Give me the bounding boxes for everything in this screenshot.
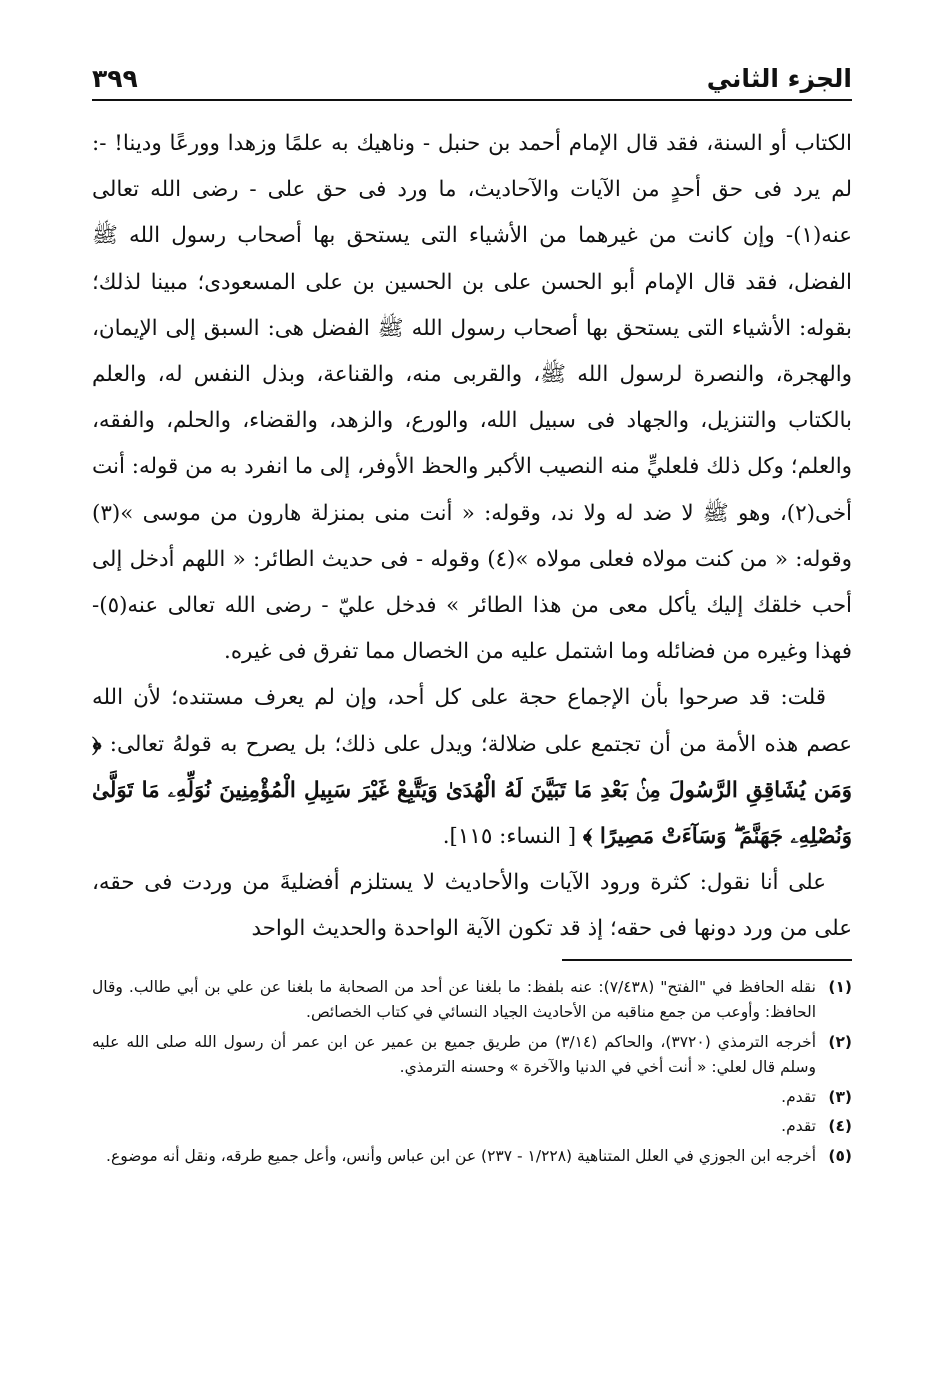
main-text bbox=[92, 121, 852, 953]
footnote-text: أخرجه الترمذي (٣٧٢٠)، والحاكم (٣/١٤) من طريق جميع بن عمير عن ابن عمر أن رسول الله صلى الله عليه وسلم قال لعلي: « أنت أخي في الدنيا والآخرة » وحسنه الترمذي. bbox=[92, 1032, 816, 1077]
paragraph-2-intro: قلت: قد صرحوا بأن الإجماع حجة على كل أحد، وإن لم يعرف مستنده؛ لأن الله عصم هذه الأمة من أن تجتمع على ضلالة؛ ويدل على ذلك؛ بل يصرح به قولهُ تعالى: bbox=[92, 685, 852, 757]
footnote-text: أخرجه ابن الجوزي في العلل المتناهية (١/٢٢٨ - ٢٣٧) عن ابن عباس وأنس، وأعل جميع طرقه، ونقل أنه موضوع. bbox=[106, 1146, 816, 1165]
paragraph-2 bbox=[92, 675, 852, 860]
footnote bbox=[92, 975, 852, 1026]
footnote-text: تقدم. bbox=[781, 1087, 816, 1106]
running-title: الجزء الثاني bbox=[706, 64, 852, 93]
footnote bbox=[92, 1114, 852, 1140]
footnote bbox=[92, 1085, 852, 1111]
footnotes bbox=[92, 975, 852, 1170]
footnote-number: (٢) bbox=[828, 1032, 852, 1051]
footnote-number: (٣) bbox=[828, 1087, 852, 1106]
paragraph-3: على أنا نقول: كثرة ورود الآيات والأحاديث لا يستلزم أفضليةَ من وردت فى حقه، على من ورد دونها فى حقه؛ إذ قد تكون الآية الواحدة والحديث الواحد bbox=[92, 870, 852, 942]
paragraph-1: الكتاب أو السنة، فقد قال الإمام أحمد بن حنبل - وناهيك به علمًا وزهدا وورعًا ودينا! -: لم يرد فى حق أحدٍ من الآيات والآحاديث، ما ورد فى حق على - رضى الله تعالى عنه(١)- وإن كانت من غيرهما من الأشياء التى يستحق بها أصحاب رسول الله ﷺ الفضل، فقد قال الإمام أبو الحسن على بن الحسين بن على المسعودى؛ مبينا لذلك؛ بقوله: الأشياء التى يستحق بها أصحاب رسول الله ﷺ الفضل هى: السبق إلى الإيمان، والهجرة، والنصرة لرسول الله ﷺ، والقربى منه، والقناعة، وبذل النفس له، والعلم بالكتاب والتنزيل، والجهاد فى سبيل الله، والورع، والزهد، والقضاء، والحلم، والفقه، والعلم؛ وكل ذلك فلعليٍّ منه النصيب الأكبر والحظ الأوفر، إلى ما انفرد به من قوله: أنت أخى(٢)، وهو ﷺ لا ضد له ولا ند، وقوله: « أنت منى بمنزلة هارون من موسى »(٣) وقوله: « من كنت مولاه فعلى مولاه »(٤) وقوله - فى حديث الطائر: « اللهم أدخل إلى أحب خلقك إليك يأكل معى من هذا الطائر » فدخل عليّ - رضى الله تعالى عنه(٥)- فهذا وغيره من فضائله وما اشتمل عليه من الخصال مما تفرق فى غيره. bbox=[92, 131, 852, 665]
footnote-separator bbox=[562, 959, 852, 961]
footnote-number: (١) bbox=[828, 977, 852, 996]
page-number: ٣٩٩ bbox=[92, 64, 138, 93]
footnote-number: (٤) bbox=[828, 1117, 852, 1136]
footnote-text: نقله الحافظ في "الفتح" (٧/٤٣٨): عنه بلفظ: ما بلغنا عن أحد من الصحابة ما بلغنا عن علي بن أبي طالب. وقال الحافظ: وأوعب من جمع مناقبه من الأحاديث الجياد النسائي في كتاب الخصائص. bbox=[92, 977, 816, 1022]
book-page bbox=[92, 55, 852, 1345]
quran-verse: ﴿ وَمَن يُشَاقِقِ الرَّسُولَ مِنۢ بَعْدِ مَا تَبَيَّنَ لَهُ الْهُدَىٰ وَيَتَّبِعْ غَيْرَ سَبِيلِ الْمُؤْمِنِينَ نُوَلِّهِۦ مَا تَوَلَّىٰ وَنُصْلِهِۦ جَهَنَّمَ ۖ وَسَآءَتْ مَصِيرًا ﴾ bbox=[92, 731, 852, 850]
footnote-number: (٥) bbox=[828, 1146, 852, 1165]
page-header bbox=[92, 55, 852, 101]
verse-reference: [ النساء: ١١٥]. bbox=[442, 824, 577, 850]
footnote bbox=[92, 1144, 852, 1170]
footnote bbox=[92, 1030, 852, 1081]
footnote-text: تقدم. bbox=[781, 1117, 816, 1136]
